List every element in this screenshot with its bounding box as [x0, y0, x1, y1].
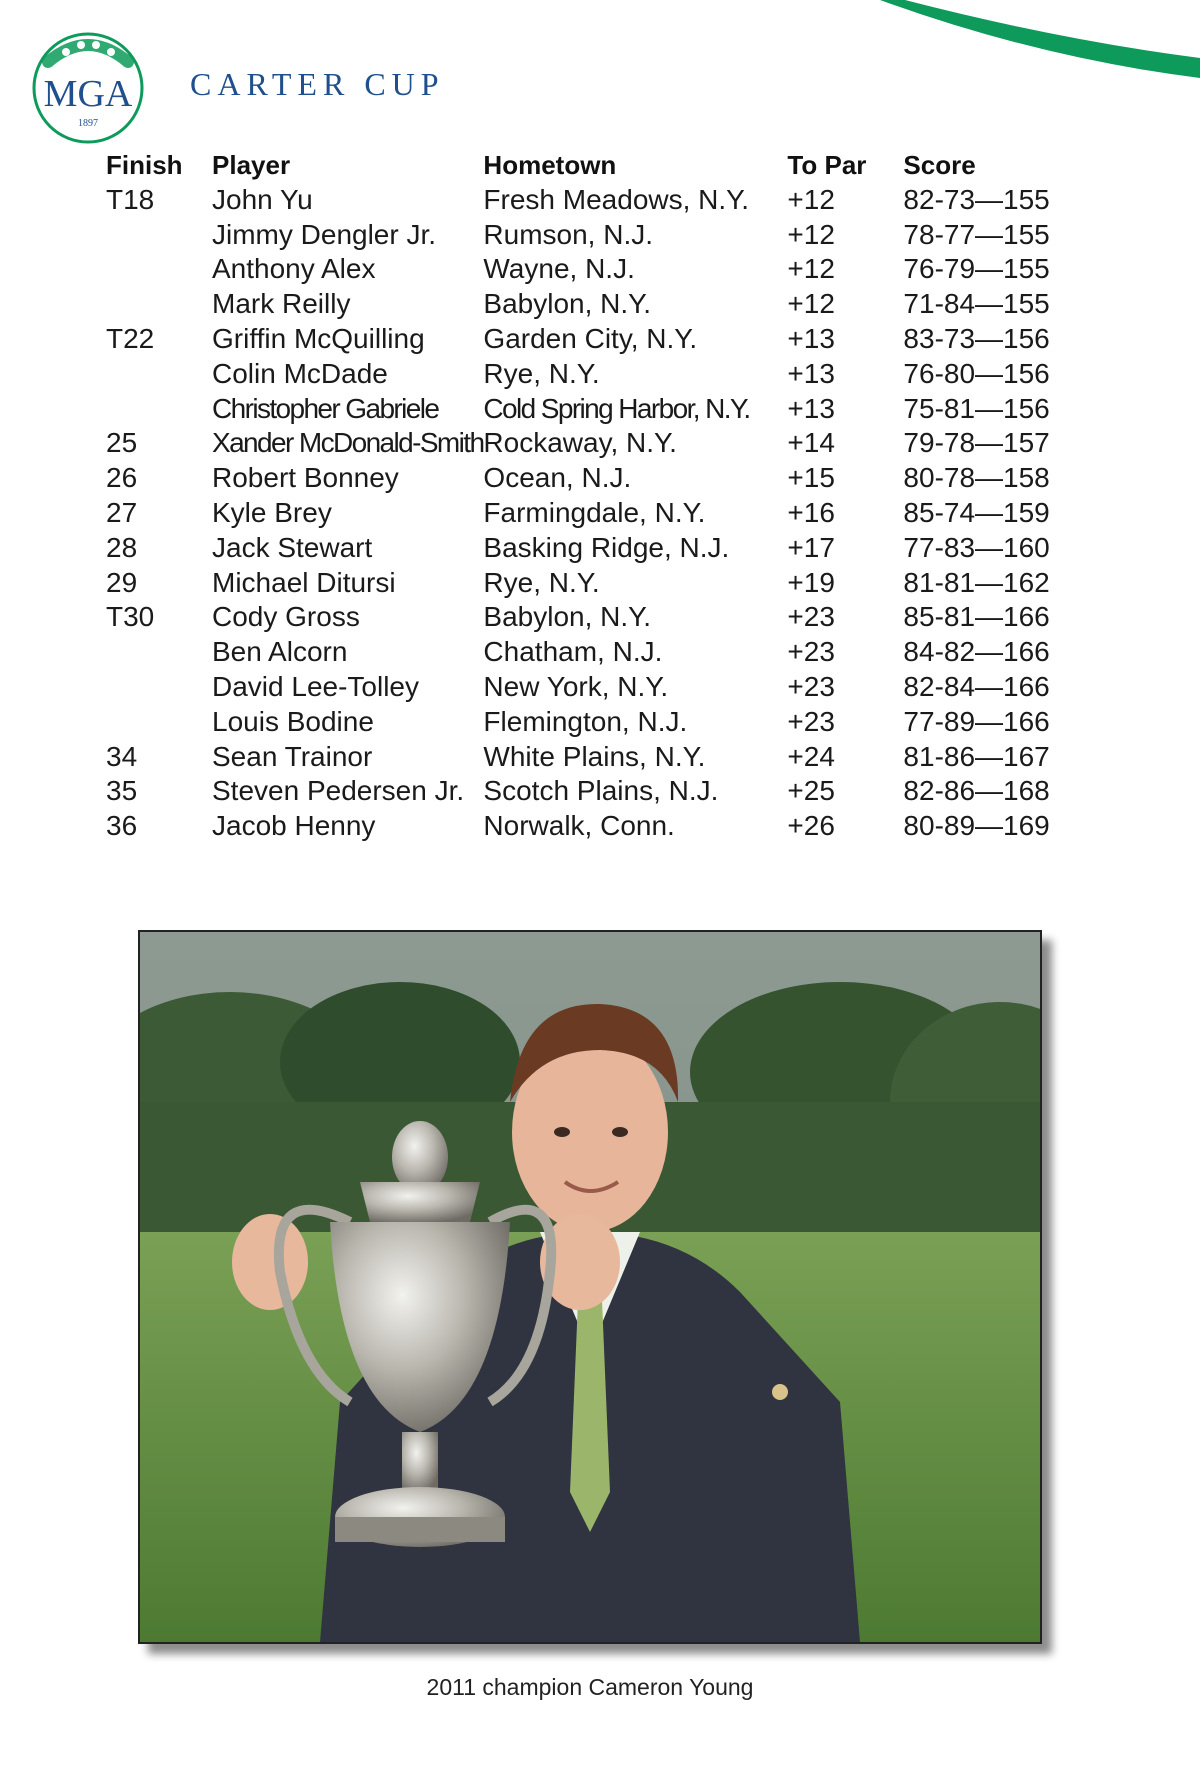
- table-row: [106, 531, 1083, 566]
- score-cell: 77-89—166: [903, 705, 1050, 737]
- player-cell: Jack Stewart: [212, 531, 373, 563]
- score-cell: 82-73—155: [903, 183, 1050, 215]
- hometown-cell: Babylon, N.Y.: [483, 601, 652, 633]
- to-par-cell: +12: [787, 253, 835, 285]
- to-par-cell: +16: [787, 496, 835, 528]
- score-cell: 84-82—166: [903, 636, 1050, 668]
- player-cell: Christopher Gabriele: [212, 392, 439, 424]
- finish-cell: 29: [106, 566, 138, 598]
- finish-cell: 27: [106, 496, 138, 528]
- player-cell: Colin McDade: [212, 357, 388, 389]
- column-header-finish: Finish: [106, 150, 183, 180]
- score-cell: 75-81—156: [903, 392, 1050, 424]
- finish-cell: T30: [106, 601, 155, 633]
- finish-cell: [106, 392, 212, 427]
- logo-year: 1897: [78, 118, 98, 129]
- to-par-cell: +12: [787, 288, 835, 320]
- table-row: [106, 357, 1083, 392]
- to-par-cell: +23: [787, 636, 835, 668]
- to-par-cell: +13: [787, 322, 835, 354]
- table-row: [106, 670, 1083, 705]
- hometown-cell: Ocean, N.J.: [483, 462, 632, 494]
- logo-text: MGA: [43, 73, 133, 115]
- column-header-player: Player: [212, 150, 291, 180]
- table-row: [106, 252, 1083, 287]
- table-row: [106, 322, 1083, 357]
- results-body: [106, 183, 1083, 844]
- hometown-cell: New York, N.Y.: [483, 670, 669, 702]
- to-par-cell: +19: [787, 566, 835, 598]
- player-cell: Louis Bodine: [212, 705, 374, 737]
- score-cell: 76-79—155: [903, 253, 1050, 285]
- score-cell: 79-78—157: [903, 427, 1050, 459]
- mga-logo: [26, 28, 150, 144]
- finish-cell: 34: [106, 740, 138, 772]
- finish-cell: 26: [106, 462, 138, 494]
- to-par-cell: +14: [787, 427, 835, 459]
- finish-cell: T22: [106, 322, 155, 354]
- score-cell: 80-78—158: [903, 462, 1050, 494]
- hometown-cell: Babylon, N.Y.: [483, 288, 652, 320]
- hometown-cell: Scotch Plains, N.J.: [483, 775, 719, 807]
- score-cell: 85-81—166: [903, 601, 1050, 633]
- hometown-cell: Farmingdale, N.Y.: [483, 496, 706, 528]
- table-row: [106, 496, 1083, 531]
- player-cell: Griffin McQuilling: [212, 322, 425, 354]
- score-cell: 78-77—155: [903, 218, 1050, 250]
- to-par-cell: +13: [787, 392, 835, 424]
- hometown-cell: Norwalk, Conn.: [483, 810, 675, 842]
- table-row: [106, 287, 1083, 322]
- player-cell: David Lee-Tolley: [212, 670, 419, 702]
- finish-cell: [106, 670, 212, 705]
- player-cell: Sean Trainor: [212, 740, 373, 772]
- player-cell: Cody Gross: [212, 601, 360, 633]
- table-row: [106, 635, 1083, 670]
- finish-cell: [106, 357, 212, 392]
- finish-cell: [106, 252, 212, 287]
- player-cell: Kyle Brey: [212, 496, 332, 528]
- hometown-cell: Flemington, N.J.: [483, 705, 688, 737]
- brand-swoosh: [0, 0, 1200, 140]
- finish-cell: [106, 218, 212, 253]
- finish-cell: 36: [106, 810, 138, 842]
- table-row: [106, 566, 1083, 601]
- player-cell: Anthony Alex: [212, 253, 376, 285]
- hometown-cell: Rye, N.Y.: [483, 566, 600, 598]
- table-row: [106, 392, 1083, 427]
- player-cell: Jimmy Dengler Jr.: [212, 218, 437, 250]
- score-cell: 83-73—156: [903, 322, 1050, 354]
- score-cell: 85-74—159: [903, 496, 1050, 528]
- player-cell: Robert Bonney: [212, 462, 399, 494]
- table-row: [106, 774, 1083, 809]
- score-cell: 77-83—160: [903, 531, 1050, 563]
- table-row: [106, 740, 1083, 775]
- score-cell: 80-89—169: [903, 810, 1050, 842]
- hometown-cell: Garden City, N.Y.: [483, 322, 698, 354]
- score-cell: 71-84—155: [903, 288, 1050, 320]
- photo-caption: 2011 champion Cameron Young: [426, 1674, 754, 1700]
- to-par-cell: +12: [787, 183, 835, 215]
- champion-photo-image: [140, 932, 1040, 1642]
- table-row: [106, 426, 1083, 461]
- score-cell: 76-80—156: [903, 357, 1050, 389]
- table-row: [106, 809, 1083, 844]
- player-cell: Jacob Henny: [212, 810, 376, 842]
- finish-cell: T18: [106, 183, 155, 215]
- hometown-cell: Chatham, N.J.: [483, 636, 663, 668]
- hometown-cell: Rockaway, N.Y.: [483, 427, 677, 459]
- player-cell: Steven Pedersen Jr.: [212, 775, 465, 807]
- score-cell: 82-84—166: [903, 670, 1050, 702]
- score-cell: 81-81—162: [903, 566, 1050, 598]
- to-par-cell: +12: [787, 218, 835, 250]
- player-cell: John Yu: [212, 183, 313, 215]
- score-cell: 81-86—167: [903, 740, 1050, 772]
- table-row: [106, 461, 1083, 496]
- to-par-cell: +25: [787, 775, 835, 807]
- to-par-cell: +23: [787, 601, 835, 633]
- table-row: [106, 600, 1083, 635]
- finish-cell: [106, 705, 212, 740]
- table-row: [106, 218, 1083, 253]
- player-cell: Ben Alcorn: [212, 636, 348, 668]
- column-header-score: Score: [903, 150, 976, 180]
- hometown-cell: Fresh Meadows, N.Y.: [483, 183, 750, 215]
- results-table: [106, 148, 1083, 844]
- hometown-cell: Wayne, N.J.: [483, 253, 635, 285]
- results-header-row: [106, 148, 1083, 183]
- score-cell: 82-86—168: [903, 775, 1050, 807]
- finish-cell: 28: [106, 531, 138, 563]
- hometown-cell: Basking Ridge, N.J.: [483, 531, 730, 563]
- player-cell: Xander McDonald-Smith: [212, 427, 484, 459]
- column-header-to-par: To Par: [787, 150, 867, 180]
- event-title: CARTER CUP: [190, 66, 445, 102]
- finish-cell: [106, 635, 212, 670]
- to-par-cell: +13: [787, 357, 835, 389]
- finish-cell: 25: [106, 427, 138, 459]
- column-header-hometown: Hometown: [483, 150, 617, 180]
- table-row: [106, 705, 1083, 740]
- champion-photo: [138, 930, 1042, 1644]
- to-par-cell: +17: [787, 531, 835, 563]
- finish-cell: [106, 287, 212, 322]
- to-par-cell: +23: [787, 670, 835, 702]
- finish-cell: 35: [106, 775, 138, 807]
- to-par-cell: +23: [787, 705, 835, 737]
- hometown-cell: White Plains, N.Y.: [483, 740, 706, 772]
- to-par-cell: +15: [787, 462, 835, 494]
- hometown-cell: Rye, N.Y.: [483, 357, 600, 389]
- to-par-cell: +24: [787, 740, 835, 772]
- player-cell: Michael Ditursi: [212, 566, 396, 598]
- player-cell: Mark Reilly: [212, 288, 351, 320]
- to-par-cell: +26: [787, 810, 835, 842]
- hometown-cell: Cold Spring Harbor, N.Y.: [483, 392, 750, 424]
- hometown-cell: Rumson, N.J.: [483, 218, 654, 250]
- table-row: [106, 183, 1083, 218]
